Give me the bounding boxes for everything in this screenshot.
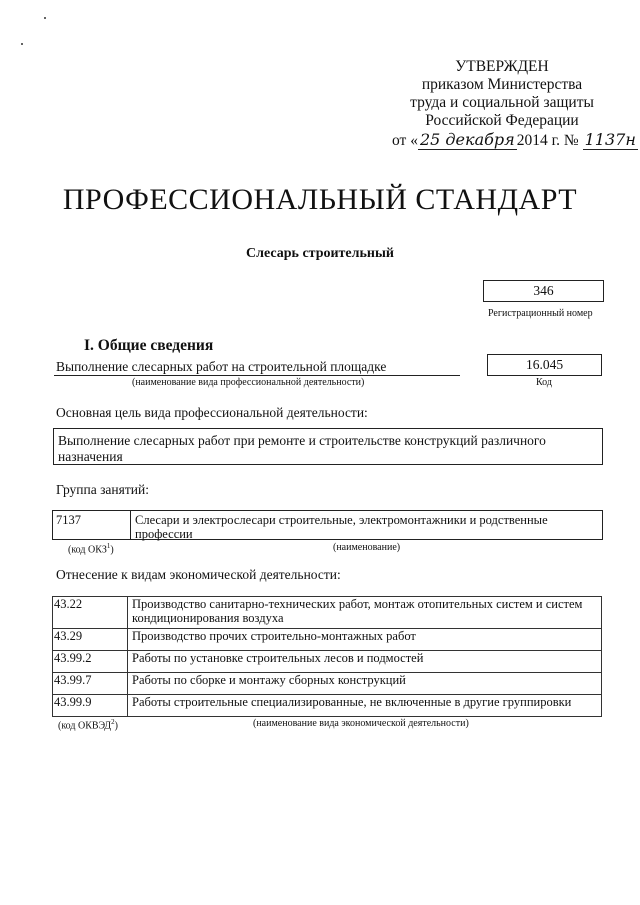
okz-code: 7137 (53, 511, 131, 539)
handwritten-number: 1137н (584, 130, 636, 149)
okved-name: Производство прочих строительно-монтажных работ (132, 629, 416, 643)
activity-code: 16.045 (525, 357, 564, 372)
approval-date-line (392, 130, 638, 150)
okved-table (52, 596, 602, 717)
okved-name-caption: (наименование вида экономической деятельности) (253, 718, 469, 729)
document-title: ПРОФЕССИОНАЛЬНЫЙ СТАНДАРТ (62, 183, 578, 216)
scan-speck (21, 43, 23, 45)
year-text: 2014 г. № (516, 132, 579, 149)
approval-line: труда и социальной защиты (410, 94, 594, 111)
occupation-group-table (52, 510, 603, 540)
profession-title: Слесарь строительный (246, 246, 394, 261)
activity-caption: (наименование вида профессиональной деятельности) (132, 377, 365, 388)
okved-code: 43.99.9 (52, 695, 128, 717)
activity-underline (54, 375, 460, 376)
okz-name-caption: (наименование) (333, 542, 401, 553)
occupation-group-label: Группа занятий: (56, 482, 149, 497)
goal-box (53, 428, 603, 465)
table-row (52, 694, 602, 717)
activity-code-box (487, 354, 602, 376)
table-row (52, 650, 602, 673)
activity-name: Выполнение слесарных работ на строительной площадке (56, 359, 387, 374)
registration-number: 346 (533, 283, 554, 298)
okved-caption: (код ОКВЭД$^2$) (58, 718, 118, 732)
goal-text: Выполнение слесарных работ при ремонте и строительстве конструкций различного назначения (58, 433, 546, 464)
section-heading: I. Общие сведения (84, 337, 214, 354)
okved-code: 43.22 (52, 597, 128, 629)
table-row (52, 672, 602, 695)
okved-name: Работы по установке строительных лесов и подмостей (132, 651, 424, 665)
approval-line: приказом Министерства (421, 76, 583, 93)
okved-code: 43.29 (52, 629, 128, 651)
goal-label: Основная цель вида профессиональной деятельности: (56, 405, 368, 420)
approval-line: Российской Федерации (425, 112, 579, 129)
okz-name: Слесари и электрослесари строительные, электромонтажники и родственные профессии (135, 513, 548, 541)
approval-block (392, 58, 612, 130)
okved-code: 43.99.7 (52, 673, 128, 695)
table-row (52, 628, 602, 651)
okved-code: 43.99.2 (52, 651, 128, 673)
registration-caption: Регистрационный номер (488, 308, 593, 319)
approval-line: УТВЕРЖДЕН (455, 58, 549, 75)
okved-name: Работы по сборке и монтажу сборных конструкций (132, 673, 406, 687)
okved-name: Производство санитарно-технических работ, монтаж отопительных систем и систем кондиционирования воздуха (132, 597, 583, 625)
handwritten-date: 25 декабря (419, 130, 515, 149)
table-row (52, 596, 602, 629)
okved-name: Работы строительные специализированные, не включенные в другие группировки (132, 695, 572, 709)
date-prefix: от « (392, 132, 418, 149)
code-caption: Код (536, 377, 552, 388)
okz-caption: (код ОКЗ$^1$) (68, 542, 114, 556)
registration-number-box (483, 280, 604, 302)
economic-activity-label: Отнесение к видам экономической деятельности: (56, 567, 341, 582)
scan-speck (44, 17, 46, 19)
